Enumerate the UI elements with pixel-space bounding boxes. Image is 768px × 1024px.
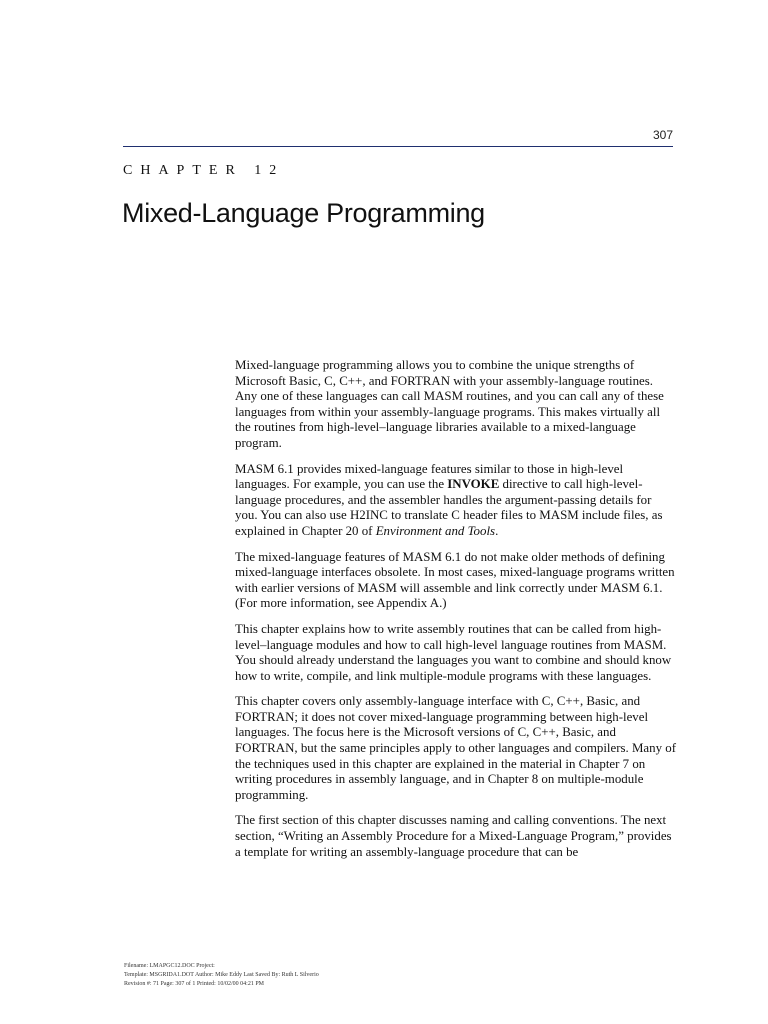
body-text bbox=[235, 358, 677, 870]
footer-line-filename: Filename: LMAPGC12.DOC Project: bbox=[124, 963, 215, 969]
paragraph-text: . bbox=[495, 523, 499, 538]
paragraph-text: MASM 6.1 provides mixed-language features similar to those in high-level languages. For example, you can use the bbox=[235, 461, 624, 492]
header-rule bbox=[123, 146, 673, 147]
chapter-title: Mixed-Language Programming bbox=[122, 198, 485, 228]
footer-line-revision: Revision #: 71 Page: 307 of 1 Printed: 10/02/00 04:21 PM bbox=[124, 981, 265, 987]
paragraph-intro: Mixed-language programming allows you to combine the unique strengths of Microsoft Basic, C, C++, and FORTRAN with your assembly-language routines. Any one of these languages can call MASM routines, and you can call any of these languages from within your assembly-language programs. This makes virtually all the routines from high-level–language libraries available to a mixed-language program. bbox=[235, 358, 664, 450]
paragraph-older-methods: The mixed-language features of MASM 6.1 do not make older methods of defining mixed-language interfaces obsolete. In most cases, mixed-language programs written with earlier versions of MASM will assemble and link correctly under MASM 6.1. (For more information, see Appendix A.) bbox=[235, 549, 675, 611]
page-number: 307 bbox=[652, 128, 673, 142]
document-footer bbox=[124, 962, 319, 989]
paragraph-masm-features bbox=[235, 462, 677, 540]
paragraph-text: directive to call high-level-language procedures, and the assembler handles the argument-passing details for you. You can also use H2INC to translate C header files to MASM include files, as explained in Chapter 20 of bbox=[235, 477, 663, 538]
paragraph-first-section: The first section of this chapter discusses naming and calling conventions. The next section, “Writing an Assembly Procedure for a Mixed-Language Program,” provides a template for writing an assembly-language procedure that can be bbox=[235, 813, 672, 859]
paragraph-chapter-coverage: This chapter covers only assembly-language interface with C, C++, Basic, and FORTRAN; it does not cover mixed-language programming between high-level languages. The focus here is the Microsoft versions of C, C++, Basic, and FORTRAN, but the same principles apply to other languages and compilers. Many of the techniques used in this chapter are explained in the material in Chapter 7 on writing procedures in assembly language, and in Chapter 8 on multiple-module programming. bbox=[235, 694, 677, 802]
book-title-reference: Environment and Tools bbox=[375, 523, 496, 538]
chapter-label: CHAPTER 12 bbox=[123, 163, 285, 178]
paragraph-chapter-scope: This chapter explains how to write assembly routines that can be called from high-level–language modules and how to call high-level language routines from MASM. You should already understand the languages you want to combine and should know how to write, compile, and link multiple-module programs with these languages. bbox=[235, 621, 672, 683]
footer-line-template: Template: MSGRIDA1.DOT Author: Mike Eddy Last Saved By: Ruth L Silverio bbox=[124, 972, 319, 978]
invoke-keyword: INVOKE bbox=[447, 477, 500, 492]
